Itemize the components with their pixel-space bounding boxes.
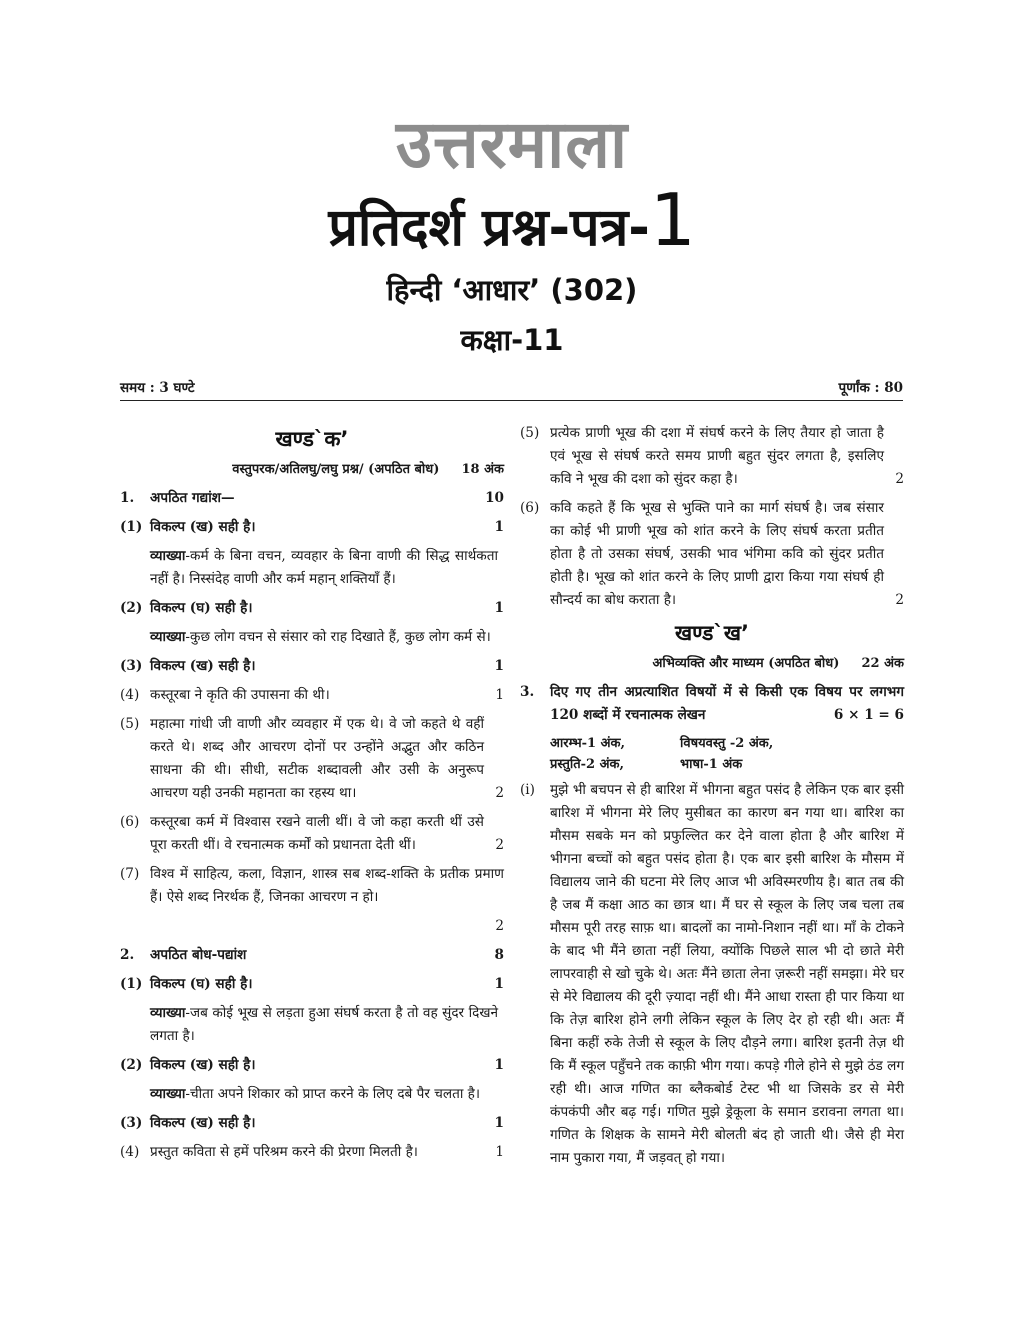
scheme-entry: आरम्भ-1 अंक, — [550, 736, 626, 751]
answer-text: कस्तूरबा ने कृति की उपासना की थी। — [150, 687, 330, 703]
answer-text: प्रत्येक प्राणी भूख की दशा में संघर्ष करने के लिए तैयार हो जाता है एवं भूख से संघर्ष करते समय प्राणी बहुत सुंदर लगता है, इसलिए कवि ने भूख की दशा को सुंदर कहा है। — [550, 425, 884, 487]
question-marks: 6 × 1 = 6 — [833, 707, 904, 723]
answer-text: विश्व में साहित्य, कला, विज्ञान, शास्त्र सब शब्द-शक्ति के प्रतीक प्रमाण हैं। ऐसे शब्द निरर्थक हैं, जिनका आचरण न हो। — [150, 866, 504, 905]
answer-number: (1) — [120, 519, 143, 535]
answer-marks: 1 — [494, 1057, 504, 1073]
answer-number: (2) — [120, 1057, 143, 1073]
answer-number: (4) — [120, 1144, 140, 1160]
question-number: 2. — [120, 947, 135, 963]
answer-text: विकल्प (ख) सही है। — [150, 1057, 256, 1073]
answer-item — [120, 516, 504, 539]
explanation-label: व्याख्या — [150, 629, 186, 645]
answer-number: (7) — [120, 866, 140, 882]
answer-item — [120, 1141, 504, 1164]
answer-item — [120, 655, 504, 678]
answer-text: कवि कहते हैं कि भूख से भुक्ति पाने का मार्ग संघर्ष है। जब संसार का कोई भी प्राणी भूख को शांत करने के लिए संघर्ष करता प्रतीत होता है तो उसका संघर्ष, उसकी भाव भंगिमा कवि को सुंदर प्रतीत होती है। भूख को शांत करने के लिए प्राणी द्वारा किया गया संघर्ष ही सौन्दर्य का बोध कराता है। — [550, 500, 884, 608]
section-a-heading: खण्ड`क’ — [275, 427, 349, 451]
answer-marks: 2 — [495, 837, 504, 853]
answer-item — [120, 1054, 504, 1077]
answer-number: (1) — [120, 976, 143, 992]
answer-item — [120, 811, 504, 857]
answer-number: (3) — [120, 658, 143, 674]
exam-meta-bar — [120, 376, 903, 401]
answer-item — [120, 684, 504, 707]
section-b-sub-text: अभिव्यक्ति और माध्यम (अपठित बोध) — [652, 656, 840, 671]
answer-text: विकल्प (घ) सही है। — [150, 600, 253, 616]
question-text: अपठित गद्यांश— — [150, 490, 235, 506]
answer-marks: 1 — [494, 600, 504, 616]
scheme-entry: प्रस्तुति-2 अंक, — [550, 757, 625, 772]
section-a-sub-text: वस्तुपरक/अतिलघु/लघु प्रश्न/ (अपठित बोध) — [232, 462, 440, 477]
explanation-text: -जब कोई भूख से लड़ता हुआ संघर्ष करता है तो वह सुंदर दिखने लगता है। — [150, 1005, 498, 1044]
answer-item — [120, 597, 504, 620]
question-item — [120, 944, 504, 967]
answer-marks: 1 — [495, 687, 504, 703]
answer-text: विकल्प (घ) सही है। — [150, 976, 253, 992]
scheme-entry: भाषा-1 अंक — [680, 757, 743, 772]
answer-text: विकल्प (ख) सही है। — [150, 519, 256, 535]
explanation — [120, 1083, 504, 1106]
section-a-subheading — [120, 458, 504, 481]
scheme-entry: विषयवस्तु -2 अंक, — [680, 736, 774, 751]
answer-marks: 1 — [495, 1144, 504, 1160]
answer-number: (5) — [520, 425, 540, 441]
explanation — [120, 1002, 504, 1048]
question-number: 3. — [520, 684, 535, 700]
answer-text: मुझे भी बचपन से ही बारिश में भीगना बहुत पसंद है लेकिन एक बार इसी बारिश में भीगना मेरे लिए मुसीबत का कारण बन गया था। बारिश का मौसम सबके मन को प्रफुल्लित कर देने वाला होता है और बारिश में भीगना बच्चों को बहुत पसंद होता है। एक बार इसी बारिश के मौसम में विद्यालय जाने की घटना मेरे लिए आज भी अविस्मरणीय है। बात तब की है जब मैं कक्षा आठ का छात्र था। मैं घर से स्कूल के लिए जब चला तब मौसम पूरी तरह साफ़ था। बादलों का नामो-निशान नहीं था। माँ के टोकने के बाद भी मैंने छाता नहीं लिया, क्योंकि पिछले साल भी दो छाते मेरी लापरवाही से खो चुके थे। अतः मैंने छाता लेना ज़रूरी नहीं समझा। मेरे घर से मेरे विद्यालय की दूरी ज़्यादा नहीं थी। मैंने आधा रास्ता ही पार किया था कि तेज़ बारिश होने लगी लेकिन स्कूल के लिए देर हो रही थी। अतः मैं बिना कहीं रुके तेजी से स्कूल के लिए दौड़ने लगा। बारिश इतनी तेज़ थी कि मैं स्कूल पहुँचने तक काफ़ी भीग गया। कपड़े गीले होने से मुझे ठंड लग रही थी। आज गणित का ब्लैकबोर्ड टेस्ट भी था जिसके डर से मेरी कंपकंपी और बढ़ गई। गणित मुझे ड्रेकूला के समान डरावना लगता था। गणित के शिक्षक के सामने मेरी बोलती बंद हो जाती थी। जैसे ही मेरा नाम पुकारा गया, मैं जड़वत् हो गया। — [550, 782, 904, 1166]
answer-item — [120, 863, 504, 909]
explanation-label: व्याख्या — [150, 548, 186, 564]
explanation-label: व्याख्या — [150, 1005, 186, 1021]
answer-item — [520, 497, 904, 612]
question-text: अपठित बोध-पद्यांश — [150, 947, 247, 963]
explanation-text: -चीता अपने शिकार को प्राप्त करने के लिए दबे पैर चलता है। — [185, 1086, 481, 1102]
question-number: 1. — [120, 490, 135, 506]
answer-marks: 2 — [495, 918, 504, 934]
answer-number: (5) — [120, 716, 140, 732]
question-text: दिए गए तीन अप्रत्याशित विषयों में से किसी एक विषय पर लगभग 120 शब्दों में रचनात्मक लेखन — [550, 684, 904, 723]
section-b-subheading — [520, 652, 904, 675]
explanation — [120, 626, 504, 649]
answer-item — [120, 973, 504, 996]
answer-text: विकल्प (ख) सही है। — [150, 658, 256, 674]
right-column — [520, 422, 904, 1170]
answer-number: (i) — [520, 782, 535, 798]
answer-text: महात्मा गांधी जी वाणी और व्यवहार में एक थे। वे जो कहते थे वहीं करते थे। शब्द और आचरण दोनों पर उन्होंने अद्भुत और कठिन साधना की थी। सीधी, सटीक शब्दावली और उसी के अनुरूप आचरण यही उनकी महानता का रहस्य था। — [150, 716, 484, 801]
answer-marks: 1 — [494, 976, 504, 992]
section-b-heading: खण्ड`ख’ — [674, 621, 750, 645]
answer-marks: 2 — [895, 471, 904, 487]
exam-total-marks: पूर्णांक : 80 — [838, 380, 903, 396]
explanation-text: -कर्म के बिना वचन, व्यवहार के बिना वाणी की सिद्ध सार्थकता नहीं है। निस्संदेह वाणी और कर्म महान् शक्तियाँ हैं। — [150, 548, 498, 587]
section-a-sub-marks: 18 अंक — [461, 462, 504, 477]
question-marks: 10 — [485, 490, 504, 506]
answer-number: (3) — [120, 1115, 143, 1131]
answer-number: (4) — [120, 687, 140, 703]
question-marks: 8 — [494, 947, 504, 963]
answer-marks: 2 — [895, 592, 904, 608]
explanation-label: व्याख्या — [150, 1086, 186, 1102]
exam-time: समय : 3 घण्टे — [120, 380, 195, 396]
question-item — [120, 487, 504, 510]
answer-number: (6) — [520, 500, 540, 516]
question-item — [520, 681, 904, 727]
answer-number: (6) — [120, 814, 140, 830]
class-title: कक्षा-11 — [460, 323, 564, 357]
answer-marks: 1 — [494, 519, 504, 535]
left-column — [120, 422, 504, 1170]
explanation-text: -कुछ लोग वचन से संसार को राह दिखाते हैं, कुछ लोग कर्म से। — [185, 629, 491, 645]
answer-marks: 1 — [494, 1115, 504, 1131]
answer-text: विकल्प (ख) सही है। — [150, 1115, 256, 1131]
answer-marks: 1 — [494, 658, 504, 674]
answer-item — [120, 713, 504, 805]
answer-item — [120, 1112, 504, 1135]
brand-title: उत्तरमाला — [395, 106, 629, 183]
paper-number: 1 — [649, 178, 696, 262]
answer-text: कस्तूरबा कर्म में विश्वास रखने वाली थीं। वे जो कहा करती थीं उसे पूरा करती थीं। वे रचनात्मक कर्मों को प्रधानता देती थीं। — [150, 814, 484, 853]
section-b-sub-marks: 22 अंक — [861, 656, 904, 671]
subject-title: हिन्दी ‘आधार’ (302) — [386, 273, 638, 307]
answer-number: (2) — [120, 600, 143, 616]
answer-item — [520, 422, 904, 491]
answer-marks: 2 — [495, 785, 504, 801]
paper-title-text: प्रतिदर्श प्रश्न-पत्र- — [328, 198, 650, 258]
answer-text: प्रस्तुत कविता से हमें परिश्रम करने की प्रेरणा मिलती है। — [150, 1144, 418, 1160]
answer-paragraph — [520, 779, 904, 1170]
marking-scheme — [520, 733, 904, 775]
paper-title — [0, 178, 1024, 262]
explanation — [120, 545, 504, 591]
